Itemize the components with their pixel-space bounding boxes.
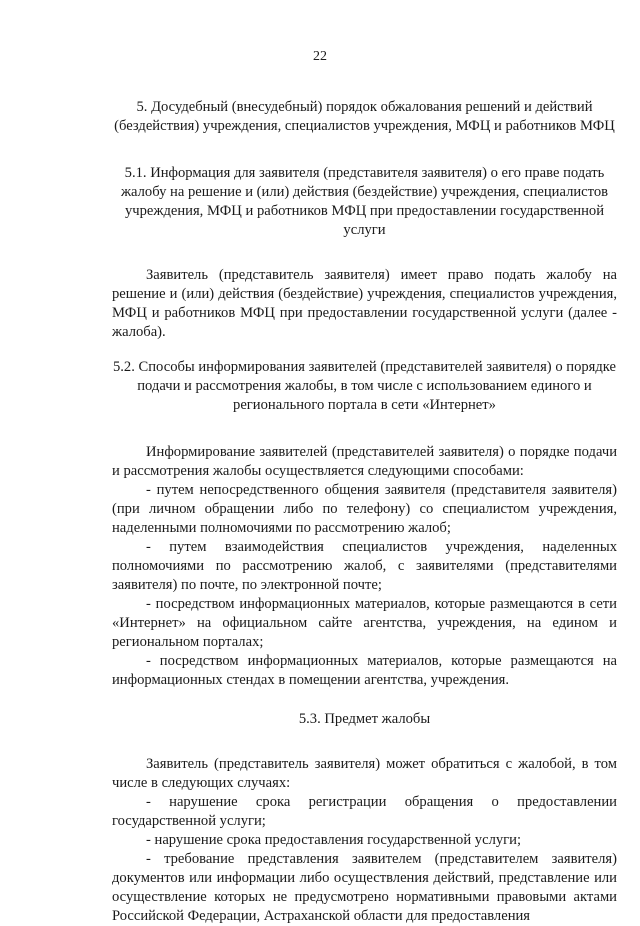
section-5-3-intro: Заявитель (представитель заявителя) может обратиться с жалобой, в том числе в следующих случаях: xyxy=(112,756,617,791)
page-number: 22 xyxy=(313,49,327,64)
section-5-1-heading: 5.1. Информация для заявителя (представителя заявителя) о его праве подать жалобу на решение и (или) действия (бездействие) учреждения, специалистов учреждения, МФЦ и работников МФЦ при предоставлении государственной услуги xyxy=(120,165,609,238)
section-5-2-item: - посредством информационных материалов, которые размещаются в сети «Интернет» на официальном сайте агентства, учреждения, на едином и региональном порталах; xyxy=(112,596,617,650)
section-5-2-item: - путем непосредственного общения заявителя (представителя заявителя) (при личном обращении либо по телефону) со специалистом учреждения, наделенными полномочиями по рассмотрению жалоб; xyxy=(112,482,617,536)
section-5-3-item: - требование представления заявителем (представителем заявителя) документов или информации либо осуществления действий, представление или осуществление которых не предусмотрено нормативными правовыми актами Российской Федерации, Астраханской области для предоставления xyxy=(112,851,617,924)
section-5-2-heading: 5.2. Способы информирования заявителей (представителей заявителя) о порядке подачи и рассмотрения жалобы, в том числе с использованием единого и регионального портала в сети «Интернет» xyxy=(112,359,617,413)
section-5-3-item: - нарушение срока регистрации обращения о предоставлении государственной услуги; xyxy=(112,794,617,829)
section-5-1-paragraph: Заявитель (представитель заявителя) имеет право подать жалобу на решение и (или) действия (бездействие) учреждения, специалистов учреждения, МФЦ и работников МФЦ при предоставлении государственной услуги (далее - жалоба). xyxy=(112,267,617,340)
section-5-2-item: - путем взаимодействия специалистов учреждения, наделенных полномочиями по рассмотрению жалоб, с заявителями (представителями заявителя) по почте, по электронной почте; xyxy=(112,539,617,593)
section-5-3-heading: 5.3. Предмет жалобы xyxy=(298,711,431,727)
section-5-heading: 5. Досудебный (внесудебный) порядок обжалования решений и действий (бездействия) учреждения, специалистов учреждения, МФЦ и работников МФЦ xyxy=(114,99,615,134)
page-content xyxy=(112,98,617,926)
section-5-3-item: - нарушение срока предоставления государственной услуги; xyxy=(146,832,522,848)
section-5-2-item: - посредством информационных материалов, которые размещаются на информационных стендах в помещении агентства, учреждения. xyxy=(112,653,617,688)
section-5-2-intro: Информирование заявителей (представителей заявителя) о порядке подачи и рассмотрения жалобы осуществляется следующими способами: xyxy=(112,444,617,479)
